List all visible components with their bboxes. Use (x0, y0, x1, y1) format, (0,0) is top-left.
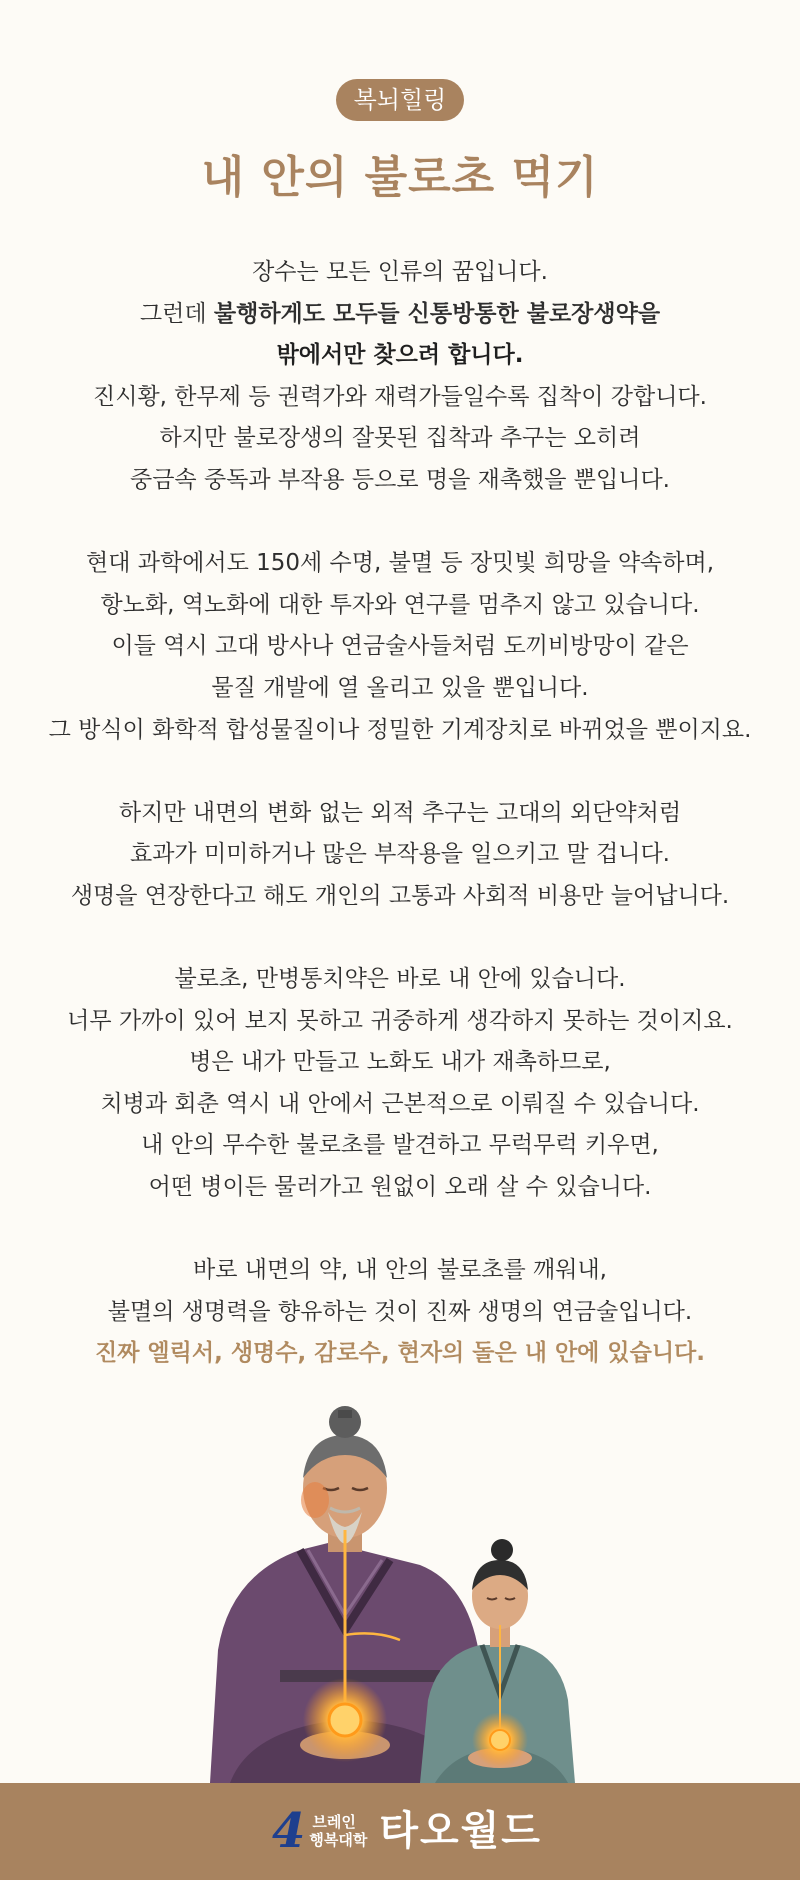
logo-subtext-line1: 브레인 (312, 1813, 356, 1831)
article-line: 현대 과학에서도 150세 수명, 불멸 등 장밋빛 희망을 약속하며, (85, 550, 715, 577)
article-line: 항노화, 역노화에 대한 투자와 연구를 멈추지 않고 있습니다. (100, 591, 700, 618)
article-line: 장수는 모든 인류의 꿈입니다. (252, 259, 548, 285)
logo-subtext-line2: 행복대학 (309, 1831, 368, 1849)
article-line: 이들 역시 고대 방사나 연금술사들처럼 도끼비방망이 같은 (111, 633, 689, 660)
logo-subtext (309, 1813, 367, 1849)
article-line: 그 방식이 화학적 합성물질이나 정밀한 기계장치로 바뀌었을 뿐이지요. (48, 716, 752, 743)
article-body (0, 252, 800, 1375)
article-line: 효과가 미미하거나 많은 부작용을 일으키고 말 겁니다. (130, 841, 670, 868)
line-emphasis: 불행하게도 모두들 신통방통한 불로장생약을 (213, 300, 661, 327)
article-line: 하지만 내면의 변화 없는 외적 추구는 고대의 외단약처럼 (118, 799, 682, 826)
article-paragraph (0, 1250, 800, 1375)
article-line: 밖에서만 찾으려 합니다. (276, 342, 524, 369)
article-line: 치병과 회춘 역시 내 안에서 근본적으로 이뤄질 수 있습니다. (100, 1090, 700, 1117)
article-line: 병은 내가 만들고 노화도 내가 재촉하므로, (189, 1049, 611, 1076)
article-line (0, 294, 800, 336)
category-badge: 복뇌힐링 (336, 79, 465, 121)
article-line: 물질 개발에 열 올리고 있을 뿐입니다. (211, 674, 589, 701)
article-line: 중금속 중독과 부작용 등으로 명을 재촉했을 뿐입니다. (130, 466, 670, 493)
article-line: 생명을 연장한다고 해도 개인의 고통과 사회적 비용만 늘어납니다. (70, 882, 730, 909)
article-paragraph (0, 543, 800, 751)
article-line: 어떤 병이든 물러가고 원없이 오래 살 수 있습니다. (148, 1174, 652, 1201)
article-paragraph (0, 793, 800, 918)
article-line: 너무 가까이 있어 보지 못하고 귀중하게 생각하지 못하는 것이지요. (67, 1007, 733, 1034)
article-line: 불멸의 생명력을 향유하는 것이 진짜 생명의 연금술입니다. (107, 1298, 693, 1325)
article-line: 하지만 불로장생의 잘못된 집착과 추구는 오히려 (159, 425, 641, 452)
meditation-illustration (190, 1400, 610, 1783)
article-line: 바로 내면의 약, 내 안의 불로초를 깨워내, (193, 1257, 607, 1284)
logo-brand: 타오월드 (379, 1808, 542, 1854)
article-line: 불로초, 만병통치약은 바로 내 안에 있습니다. (174, 966, 626, 993)
footer-bar (0, 1783, 800, 1880)
line-prefix: 그런데 (139, 300, 214, 327)
article-line: 진짜 엘릭서, 생명수, 감로수, 현자의 돌은 내 안에 있습니다. (94, 1340, 706, 1367)
page-title: 내 안의 불로초 먹기 (201, 152, 599, 203)
article-paragraph (0, 959, 800, 1209)
article-line: 진시황, 한무제 등 권력가와 재력가들일수록 집착이 강합니다. (93, 383, 707, 410)
tao-world-logo[interactable] (272, 1803, 542, 1859)
category-badge-wrap (0, 79, 800, 121)
article-paragraph (0, 252, 800, 502)
article-line: 내 안의 무수한 불로초를 발견하고 무럭무럭 키우면, (141, 1132, 659, 1159)
logo-number: 4 (272, 1803, 306, 1859)
